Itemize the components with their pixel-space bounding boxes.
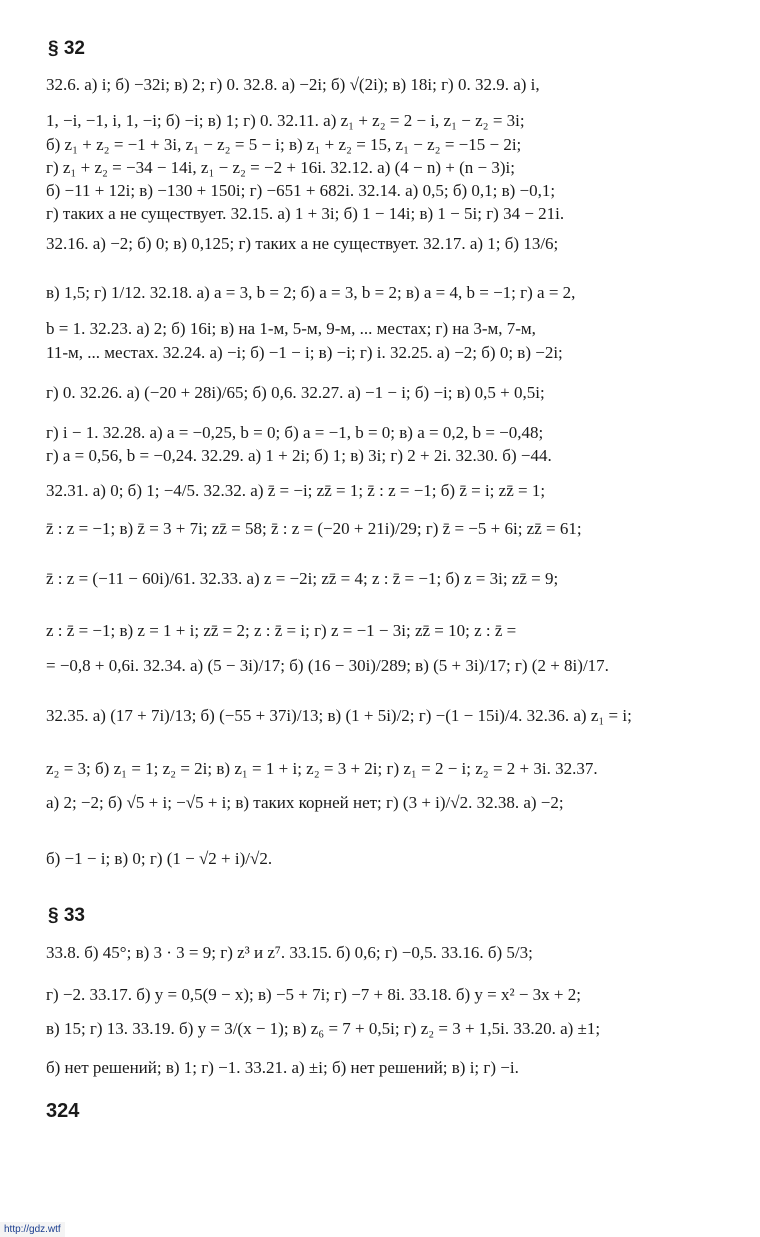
watermark: http://gdz.wtf [0,1222,65,1237]
answer-line: б) −1 − i; в) 0; г) (1 − √2 + i)/√2. [46,849,273,868]
answer-line: z : z̄ = −1; в) z = 1 + i; zz̄ = 2; z : z̄ = i; г) z = −1 − 3i; zz̄ = 10; z : z̄ = [46,621,517,640]
answer-line: z̄ : z = −1; в) z̄ = 3 + 7i; zz̄ = 58; z̄ : z = (−20 + 21i)/29; г) z̄ = −5 + 6i; zz̄ = 61; [46,519,582,538]
section-heading-32: § 32 [48,38,85,59]
answer-line: б) z₁ + z₂ = −1 + 3i, z₁ − z₂ = 5 − i; в) z₁ + z₂ = 15, z₁ − z₂ = −15 − 2i; [46,135,522,154]
answer-line: 32.16. а) −2; б) 0; в) 0,125; г) таких a не существует. 32.17. а) 1; б) 13/6; [46,234,559,253]
page-number: 324 [46,1100,80,1122]
answer-line: 32.31. а) 0; б) 1; −4/5. 32.32. а) z̄ = −i; zz̄ = 1; z̄ : z = −1; б) z̄ = i; zz̄ = 1; [46,481,546,500]
answer-line: 32.6. а) i; б) −32i; в) 2; г) 0. 32.8. а) −2i; б) √(2i); в) 18i; г) 0. 32.9. а) i, [46,75,540,94]
section-heading-33: § 33 [48,905,85,926]
answer-line: г) 0. 32.26. а) (−20 + 28i)/65; б) 0,6. 32.27. а) −1 − i; б) −i; в) 0,5 + 0,5i; [46,383,545,402]
answer-line: в) 15; г) 13. 33.19. б) y = 3/(x − 1); в) z₆ = 7 + 0,5i; г) z₂ = 3 + 1,5i. 33.20. а) ±1; [46,1019,601,1038]
answer-line: г) −2. 33.17. б) y = 0,5(9 − x); в) −5 + 7i; г) −7 + 8i. 33.18. б) y = x² − 3x + 2; [46,985,581,1004]
answer-line: б) нет решений; в) 1; г) −1. 33.21. а) ±i; б) нет решений; в) i; г) −i. [46,1058,519,1077]
answer-line: z₂ = 3; б) z₁ = 1; z₂ = 2i; в) z₁ = 1 + i; z₂ = 3 + 2i; г) z₁ = 2 − i; z₂ = 2 + 3i. 32.37. [46,759,598,778]
answer-line: г) таких a не существует. 32.15. а) 1 + 3i; б) 1 − 14i; в) 1 − 5i; г) 34 − 21i. [46,204,565,223]
answer-line: z̄ : z = (−11 − 60i)/61. 32.33. а) z = −2i; zz̄ = 4; z : z̄ = −1; б) z = 3i; zz̄ = 9; [46,569,559,588]
answer-line: в) 1,5; г) 1/12. 32.18. а) a = 3, b = 2; б) a = 3, b = 2; в) a = 4, b = −1; г) a = 2, [46,283,576,302]
answer-line: а) 2; −2; б) √5 + i; −√5 + i; в) таких корней нет; г) (3 + i)/√2. 32.38. а) −2; [46,793,564,812]
answer-line: г) z₁ + z₂ = −34 − 14i, z₁ − z₂ = −2 + 16i. 32.12. а) (4 − n) + (n − 3)i; [46,158,515,177]
answer-line: б) −11 + 12i; в) −130 + 150i; г) −651 + 682i. 32.14. а) 0,5; б) 0,1; в) −0,1; [46,181,556,200]
answer-line: г) a = 0,56, b = −0,24. 32.29. а) 1 + 2i; б) 1; в) 3i; г) 2 + 2i. 32.30. б) −44. [46,446,552,465]
answer-line: г) i − 1. 32.28. а) a = −0,25, b = 0; б) a = −1, b = 0; в) a = 0,2, b = −0,48; [46,423,544,442]
answer-line: = −0,8 + 0,6i. 32.34. а) (5 − 3i)/17; б) (16 − 30i)/289; в) (5 + 3i)/17; г) (2 + 8i)/17. [46,656,609,675]
answer-line: 33.8. б) 45°; в) 3 · 3 = 9; г) z³ и z⁷. 33.15. б) 0,6; г) −0,5. 33.16. б) 5/3; [46,943,533,962]
answer-line: 32.35. а) (17 + 7i)/13; б) (−55 + 37i)/13; в) (1 + 5i)/2; г) −(1 − 15i)/4. 32.36. а) z₁ = i; [46,706,632,725]
answer-line: 11-м, ... местах. 32.24. а) −i; б) −1 − i; в) −i; г) i. 32.25. а) −2; б) 0; в) −2i; [46,343,563,362]
answer-line: b = 1. 32.23. а) 2; б) 16i; в) на 1-м, 5-м, 9-м, ... местах; г) на 3-м, 7-м, [46,319,536,338]
answer-line: 1, −i, −1, i, 1, −i; б) −i; в) 1; г) 0. 32.11. а) z₁ + z₂ = 2 − i, z₁ − z₂ = 3i; [46,111,525,130]
